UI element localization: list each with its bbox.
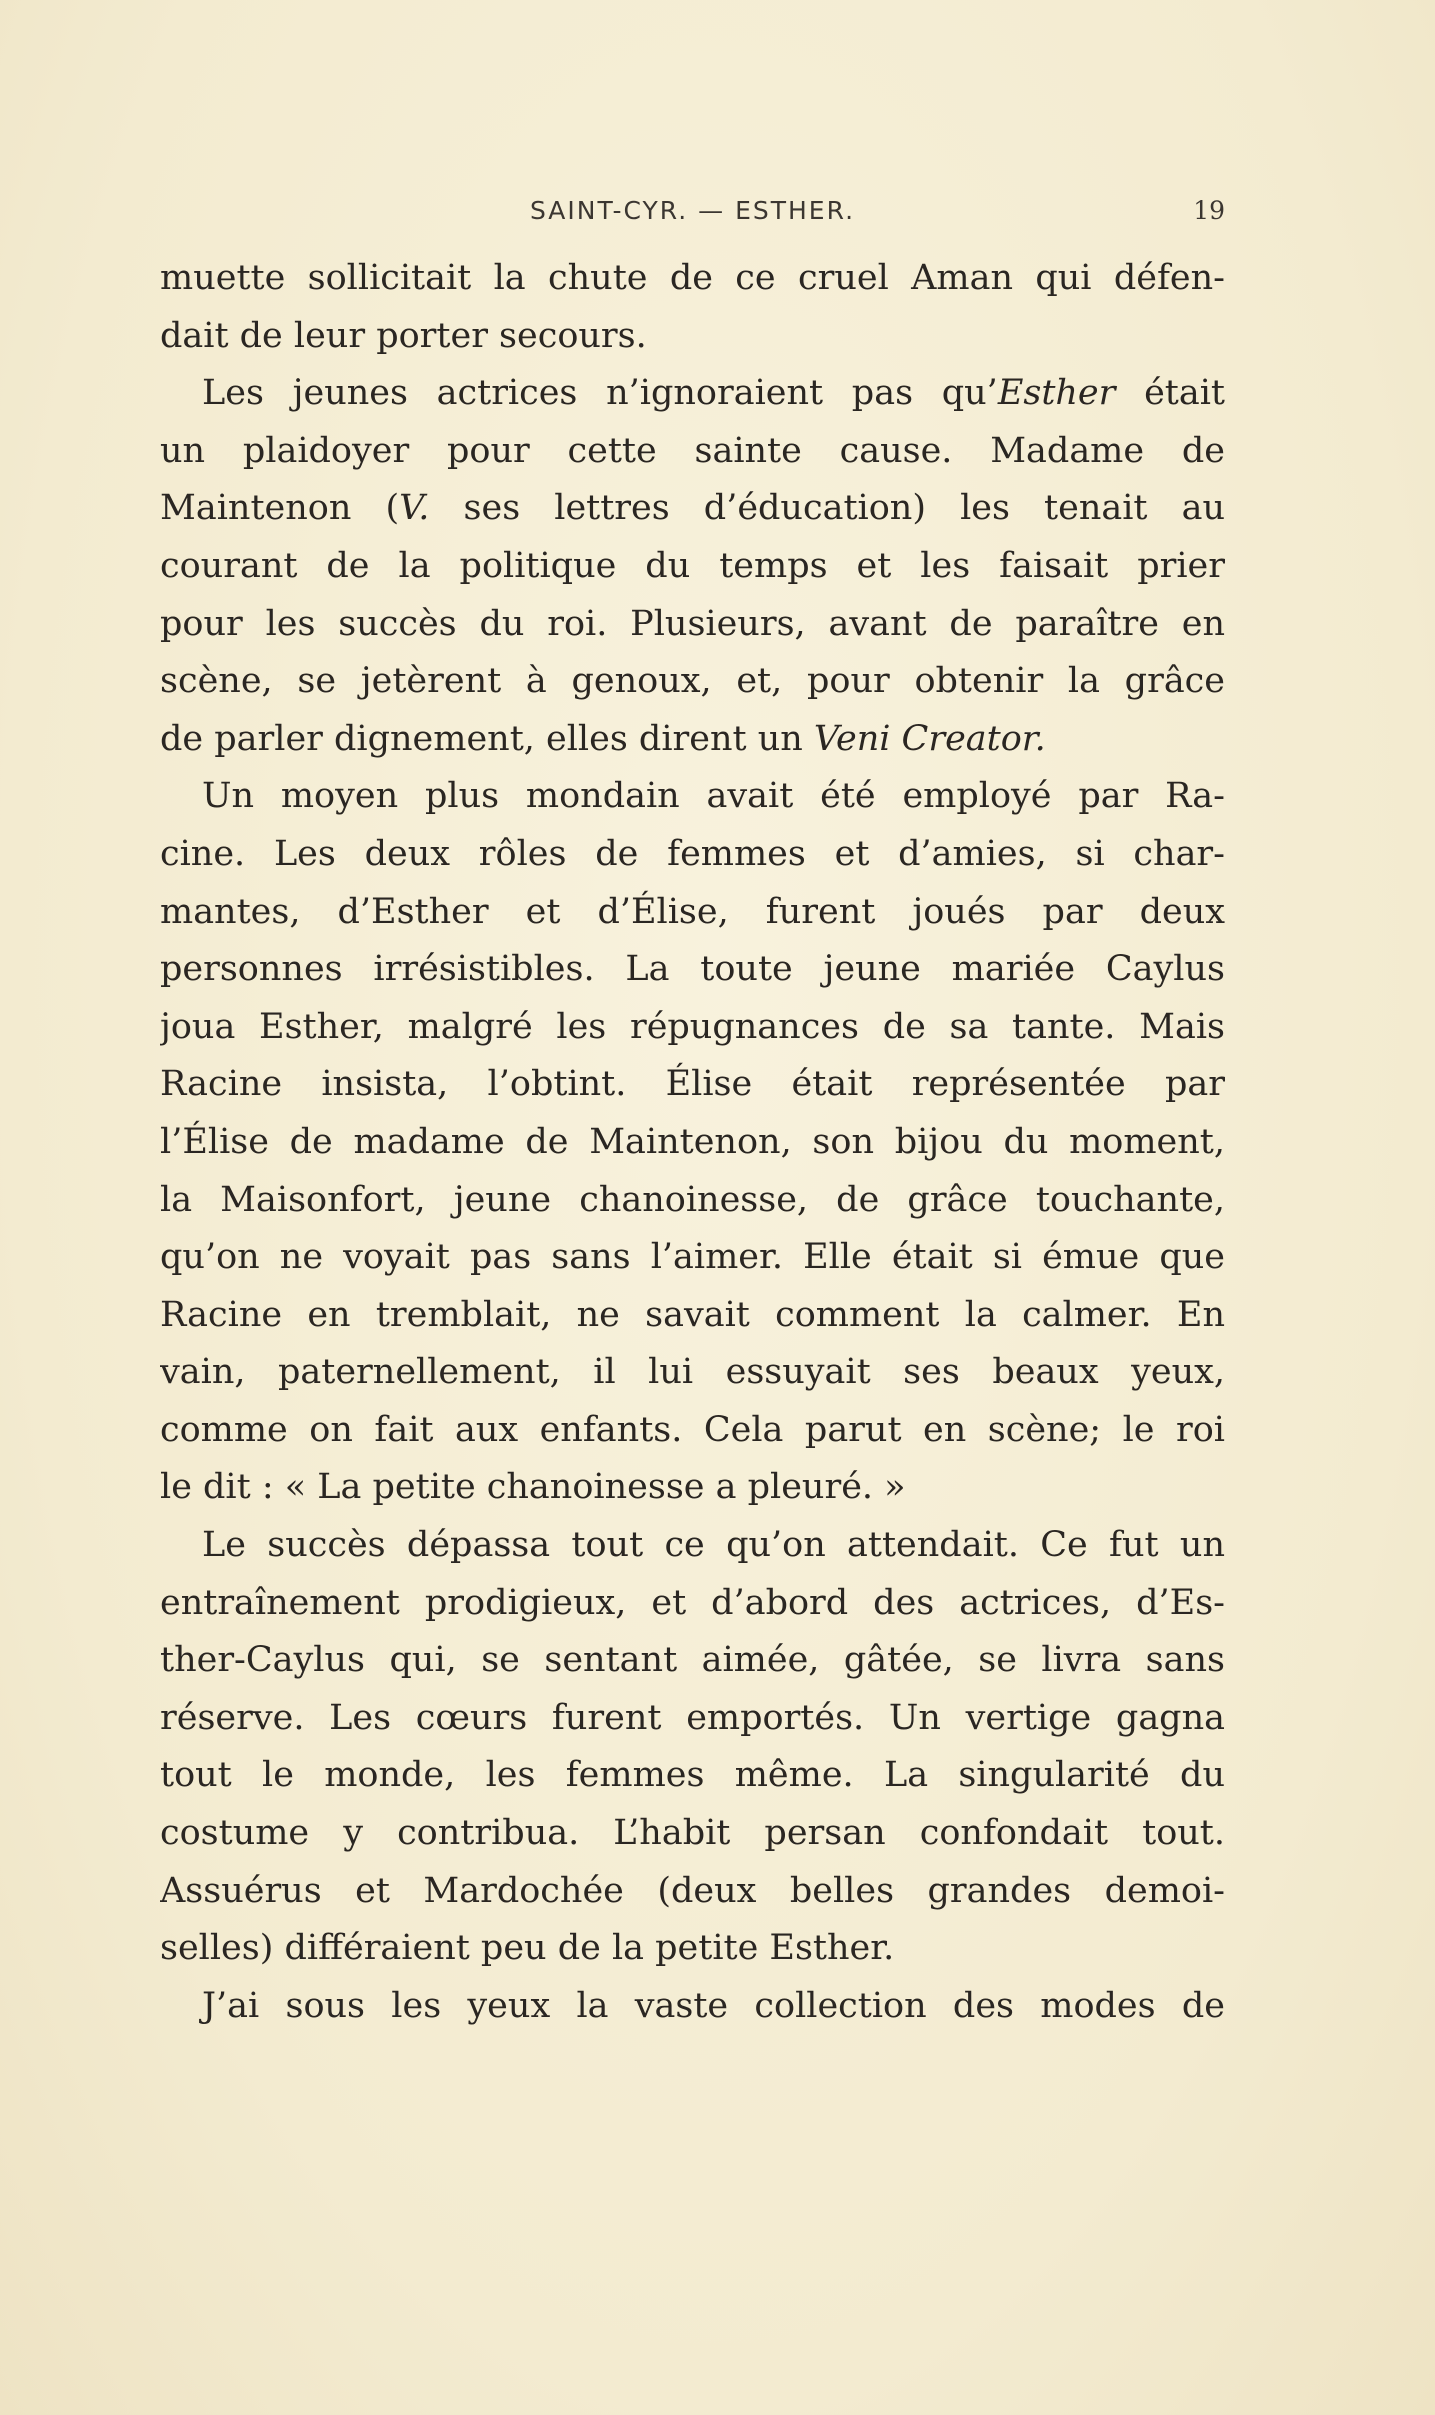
text-line: dait de leur porter secours.: [160, 315, 647, 356]
text-line: qu’on ne voyait pas sans l’aimer. Elle était si émue que: [160, 1237, 1225, 1278]
text-line: [160, 480, 1225, 538]
text-line: J’ai sous les yeux la vaste collection des modes de: [202, 1985, 1225, 2026]
text-run: Maintenon (: [160, 488, 400, 529]
text-line: Racine en tremblait, ne savait comment la calmer. En: [160, 1294, 1225, 1335]
text-line: Racine insista, l’obtint. Élise était représentée par: [160, 1064, 1225, 1105]
italic-title: Veni Creator.: [813, 718, 1046, 759]
text-line: comme on fait aux enfants. Cela parut en scène; le roi: [160, 1409, 1225, 1450]
text-run: ses lettres d’éducation) les tenait au: [429, 488, 1225, 529]
italic-abbreviation: V.: [399, 488, 430, 529]
text-line: Un moyen plus mondain avait été employé par Ra-: [202, 776, 1225, 817]
text-run: de parler dignement, elles dirent un: [160, 718, 814, 759]
text-line: ther-Caylus qui, se sentant aimée, gâtée, se livra sans: [160, 1640, 1225, 1681]
body-text: [160, 250, 1225, 2035]
text-line: entraînement prodigieux, et d’abord des actrices, d’Es-: [160, 1582, 1225, 1623]
text-line: personnes irrésistibles. La toute jeune mariée Caylus: [160, 949, 1225, 990]
text-line: le dit : « La petite chanoinesse a pleuré. »: [160, 1467, 906, 1508]
text-line: la Maisonfort, jeune chanoinesse, de grâce touchante,: [160, 1179, 1225, 1220]
text-line: tout le monde, les femmes même. La singularité du: [160, 1755, 1225, 1796]
text-line: scène, se jetèrent à genoux, et, pour obtenir la grâce: [160, 661, 1225, 702]
text-run: était: [1115, 373, 1225, 414]
running-title: SAINT-CYR. — ESTHER.: [529, 196, 856, 225]
text-line: vain, paternellement, il lui essuyait ses beaux yeux,: [160, 1352, 1225, 1393]
text-line: réserve. Les cœurs furent emportés. Un vertige gagna: [160, 1697, 1225, 1738]
text-line: selles) différaient peu de la petite Esther.: [160, 1928, 895, 1969]
text-line: pour les succès du roi. Plusieurs, avant de paraître en: [160, 603, 1225, 644]
text-line: un plaidoyer pour cette sainte cause. Madame de: [160, 430, 1225, 471]
text-line: mantes, d’Esther et d’Élise, furent joués par deux: [160, 891, 1225, 932]
text-line: [160, 711, 1225, 769]
text-line: Le succès dépassa tout ce qu’on attendait. Ce fut un: [202, 1525, 1225, 1566]
text-line: muette sollicitait la chute de ce cruel Aman qui défen-: [160, 258, 1225, 298]
page-number: 19: [1193, 196, 1225, 225]
text-line: [160, 365, 1225, 423]
text-line: cine. Les deux rôles de femmes et d’amies, si char-: [160, 833, 1225, 874]
running-head: [160, 190, 1225, 230]
text-line: l’Élise de madame de Maintenon, son bijou du moment,: [160, 1121, 1225, 1162]
text-line: costume y contribua. L’habit persan confondait tout.: [160, 1813, 1225, 1854]
italic-title: Esther: [997, 373, 1116, 414]
text-line: Assuérus et Mardochée (deux belles grandes demoi-: [160, 1870, 1225, 1911]
text-line: courant de la politique du temps et les faisait prier: [160, 545, 1225, 586]
text-line: joua Esther, malgré les répugnances de sa tante. Mais: [160, 1006, 1225, 1047]
text-run: Les jeunes actrices n’ignoraient pas qu’: [202, 373, 998, 414]
